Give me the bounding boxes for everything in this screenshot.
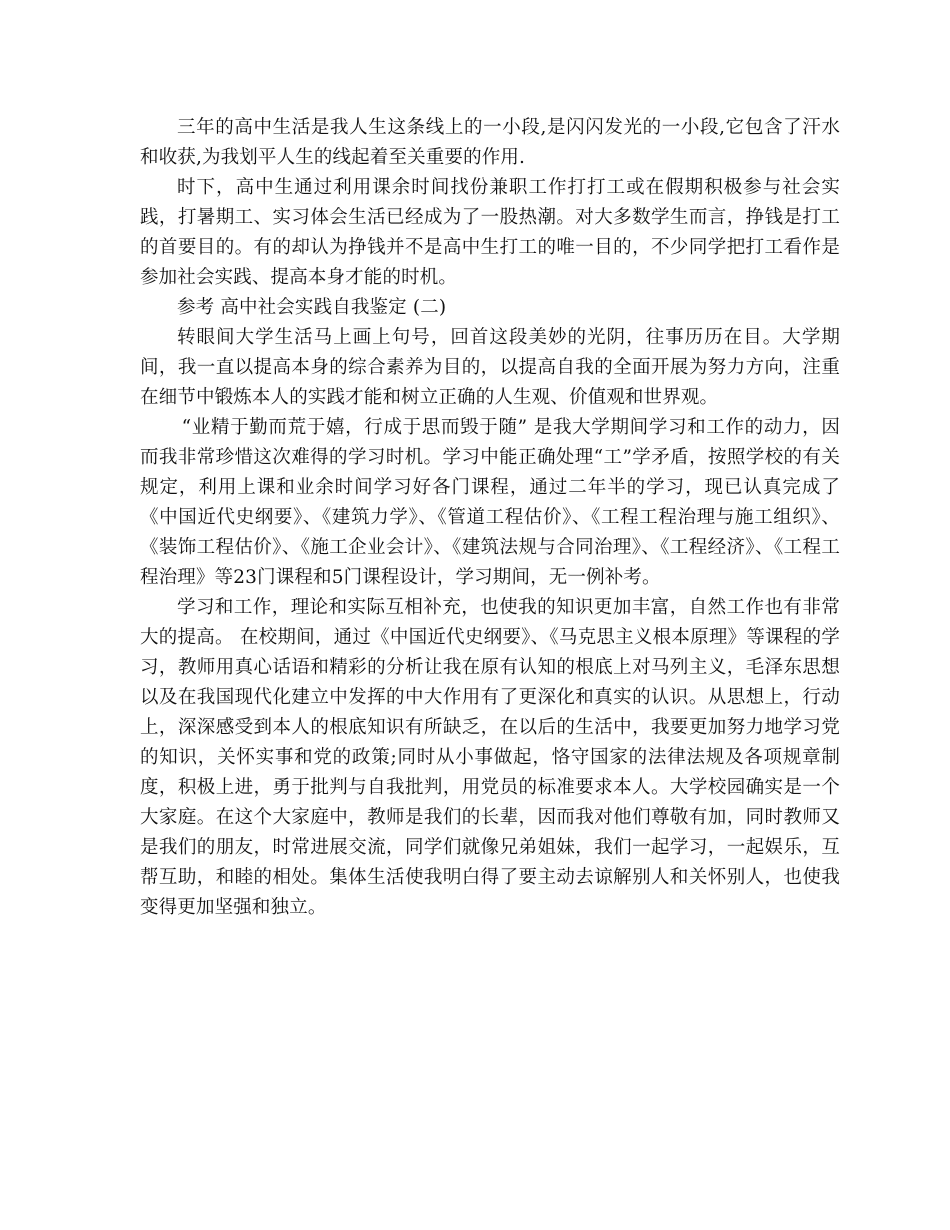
section-heading: 参考 高中社会实践自我鉴定 (二) — [177, 297, 447, 318]
paragraph-study-and-work: 学习和工作，理论和实际互相补充，也使我的知识更加丰富，自然工作也有非常大的提高。 在校期间，通过《中国近代史纲要》、《马克思主义根本原理》等课程的学习，教师用真心话语和精彩的分析让我在原有认知的根底上对马列主义，毛泽东思想以及在我国现代化建立中发挥的中大作用有了更深化和真实的认识。从思想上，行动上，深深感受到本人的根底知识有所缺乏，在以后的生活中，我要更加努力地学习党的知识，关怀实事和党的政策;同时从小事做起，恪守国家的法律法规及各项规章制度，积极上进，勇于批判与自我批判，用党员的标准要求本人。大学校园确实是一个大家庭。在这个大家庭中，教师是我们的长辈，因而我对他们尊敬有加，同时教师又是我们的朋友，时常进展交流，同学们就像兄弟姐妹，我们一起学习，一起娱乐，互帮互助，和睦的相处。集体生活使我明白得了要主动去谅解别人和关怀别人，也使我变得更加坚强和独立。 — [140, 597, 840, 918]
document-body — [140, 113, 840, 923]
paragraph-high-school-life: 三年的高中生活是我人生这条线上的一小段,是闪闪发光的一小段,它包含了汗水和收获,为我划平人生的线起着至关重要的作用. — [140, 117, 840, 168]
paragraph-study-motto: “业精于勤而荒于嬉，行成于思而毁于随” 是我大学期间学习和工作的动力，因而我非常珍惜这次难得的学习时机。学习中能正确处理“工”学矛盾，按照学校的有关规定，利用上课和业余时间学习好各门课程，通过二年半的学习，现已认真完成了《中国近代史纲要》、《建筑力学》、《管道工程估价》、《工程工程治理与施工组织》、《装饰工程估价》、《施工企业会计》、《建筑法规与合同治理》、《工程经济》、《工程工程治理》等23门课程和5门课程设计，学习期间，无一例补考。 — [140, 417, 840, 588]
paragraph-part-time-work: 时下，高中生通过利用课余时间找份兼职工作打打工或在假期积极参与社会实践，打暑期工、实习体会生活已经成为了一股热潮。对大多数学生而言，挣钱是打工的首要目的。有的却认为挣钱并不是高中生打工的唯一目的，不少同学把打工看作是参加社会实践、提高本身才能的时机。 — [140, 177, 840, 288]
paragraph-college-reflection: 转眼间大学生活马上画上句号，回首这段美妙的光阴，往事历历在目。大学期间，我一直以提高本身的综合素养为目的，以提高自我的全面开展为努力方向，注重在细节中锻炼本人的实践才能和树立正确的人生观、价值观和世界观。 — [140, 327, 840, 408]
